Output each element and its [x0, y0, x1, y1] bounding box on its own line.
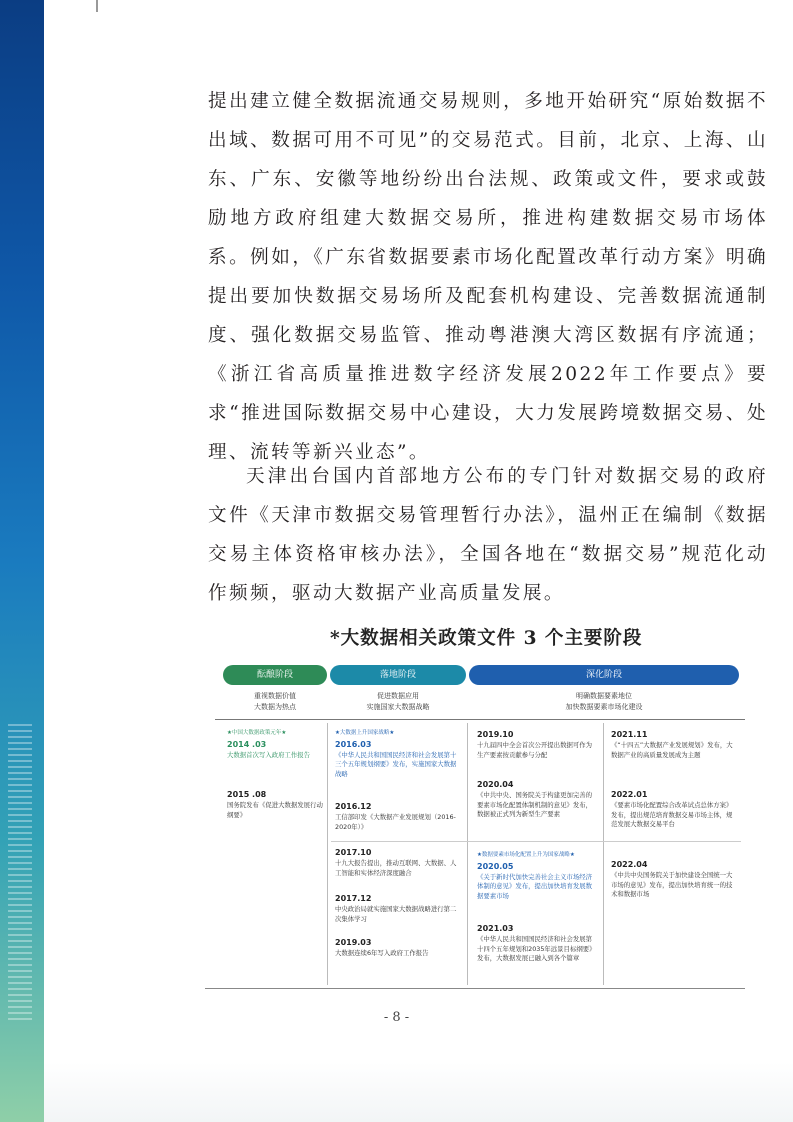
- stage-2-desc-line2: 实施国家大数据战略: [366, 703, 430, 711]
- event-text: 《关于新时代加快完善社会主义市场经济体制的意见》发布，提出加快培育发展数据要素市场: [477, 872, 593, 900]
- stage-2-label: 落地阶段: [330, 665, 466, 685]
- page-number: - 8 -: [383, 1010, 410, 1025]
- policy-timeline: [205, 661, 745, 991]
- event-year: 2021.03: [477, 924, 514, 933]
- event-text: 《要素市场化配置综合改革试点总体方案》发布，提出规范培育数据交易市场主体，规范发展大数据交易平台: [611, 801, 733, 828]
- event-year: 2022.01: [611, 790, 648, 799]
- decorative-side-band: [0, 0, 44, 1122]
- stage-3-desc: [469, 691, 739, 713]
- stage-2-desc-line1: 促进数据应用: [377, 692, 419, 700]
- event-year: 2022.04: [611, 860, 648, 869]
- event-2021-11: [611, 729, 737, 760]
- event-2015-08: [227, 789, 323, 820]
- event-text: 《中共中央、国务院关于构建更加完善的要素市场化配置体制机制的意见》发布，数据被正式列为新型生产要素: [477, 791, 593, 818]
- event-2020-05: [477, 851, 597, 901]
- figure-bottom-rule: [205, 988, 745, 989]
- event-2020-04: [477, 779, 597, 820]
- timeline-rule-top: [215, 719, 745, 720]
- event-text: 《中共中央国务院关于加快建设全国统一大市场的意见》发布，提出加快培育统一的技术和数据市场: [611, 871, 733, 898]
- event-text: 《中华人民共和国国民经济和社会发展第十三个五年规划纲要》发布，实施国家大数据战略: [335, 750, 457, 778]
- event-year: 2020.05: [477, 861, 514, 871]
- event-text: 中央政治局就实施国家大数据战略进行第二次集体学习: [335, 905, 457, 923]
- event-text: 十九届四中全会首次公开提出数据可作为生产要素按贡献参与分配: [477, 741, 593, 759]
- event-year: 2019.10: [477, 730, 514, 739]
- bottom-strip: [44, 1062, 793, 1122]
- event-text: 《中华人民共和国国民经济和社会发展第十四个五年规划和2035年远景目标纲要》发布，大数据发展已融入到各个篇章: [477, 935, 596, 962]
- event-year: 2016.03: [335, 739, 372, 749]
- stage-3-label: 深化阶段: [469, 665, 739, 685]
- event-text: 大数据首次写入政府工作报告: [227, 750, 311, 759]
- event-tag: ★中国大数据政策元年★: [227, 730, 287, 736]
- stage-1-desc-line1: 重视数据价值: [254, 692, 296, 700]
- stage-1-desc-line2: 大数据为热点: [254, 703, 296, 711]
- event-text: 《“十四五”大数据产业发展规划》发布，大数据产业的高质量发展成为主题: [611, 741, 733, 759]
- event-2016-03: [335, 729, 461, 779]
- event-year: 2019.03: [335, 938, 372, 947]
- event-2022-04: [611, 859, 737, 900]
- event-year: 2016.12: [335, 802, 372, 811]
- figure-title: *大数据相关政策文件 3 个主要阶段: [330, 628, 643, 649]
- stage-1-label: 酝酿阶段: [223, 665, 327, 685]
- stage-3-desc-line2: 加快数据要素市场化建设: [565, 703, 643, 711]
- event-text: 国务院发布《促进大数据发展行动纲要》: [227, 801, 323, 819]
- event-year: 2021.11: [611, 730, 648, 739]
- stage-3-desc-line1: 明确数据要素地位: [576, 692, 632, 700]
- stage-divider-1: [327, 723, 328, 985]
- stage-divider-2: [467, 723, 468, 985]
- event-text: 工信部印发《大数据产业发展规划（2016-2020年）》: [335, 813, 456, 831]
- event-year: 2015 .08: [227, 790, 267, 799]
- event-2014-03: [227, 729, 323, 760]
- event-year: 2017.10: [335, 848, 372, 857]
- event-text: 十九大报告提出，推动互联网、大数据、人工智能和实体经济深度融合: [335, 859, 457, 877]
- body-paragraph-1: 提出建立健全数据流通交易规则，多地开始研究“原始数据不出域、数据可用不可见”的交易范式。目前，北京、上海、山东、广东、安徽等地纷纷出台法规、政策或文件，要求或鼓励地方政府组建大数据交易所，推进构建数据交易市场体系。例如，《广东省数据要素市场化配置改革行动方案》明确提出要加快数据交易场所及配套机构建设、完善数据流通制度、强化数据交易监管、推动粤港澳大湾区数据有序流通；《浙江省高质量推进数字经济发展2022年工作要点》要求“推进国际数据交易中心建设，大力发展跨境数据交易、处理、流转等新兴业态”。: [208, 91, 768, 463]
- band-pattern: [8, 720, 32, 1020]
- event-year: 2017.12: [335, 894, 372, 903]
- event-tag: ★大数据上升国家战略★: [335, 730, 395, 736]
- event-2019-10: [477, 729, 597, 760]
- event-2017-12: [335, 893, 461, 924]
- crop-mark: [96, 0, 98, 12]
- event-2022-01: [611, 789, 737, 830]
- event-year: 2014 .03: [227, 739, 267, 749]
- event-year: 2020.04: [477, 780, 514, 789]
- event-2016-12: [335, 801, 461, 832]
- event-2017-10: [335, 847, 461, 878]
- event-tag: ★数据要素市场化配置上升为国家战略★: [477, 852, 575, 858]
- body-paragraph-2: 天津出台国内首部地方公布的专门针对数据交易的政府文件《天津市数据交易管理暂行办法》，温州正在编制《数据交易主体资格审核办法》，全国各地在“数据交易”规范化动作频频，驱动大数据产业高质量发展。: [208, 466, 768, 604]
- event-2021-03: [477, 923, 597, 964]
- event-2019-03: [335, 937, 461, 959]
- stage-2-desc: [333, 691, 463, 713]
- stage-1-desc: [225, 691, 325, 713]
- timeline-rule-mid: [331, 841, 741, 842]
- event-text: 大数据连续6年写入政府工作报告: [335, 949, 429, 957]
- stage-divider-3: [603, 723, 604, 985]
